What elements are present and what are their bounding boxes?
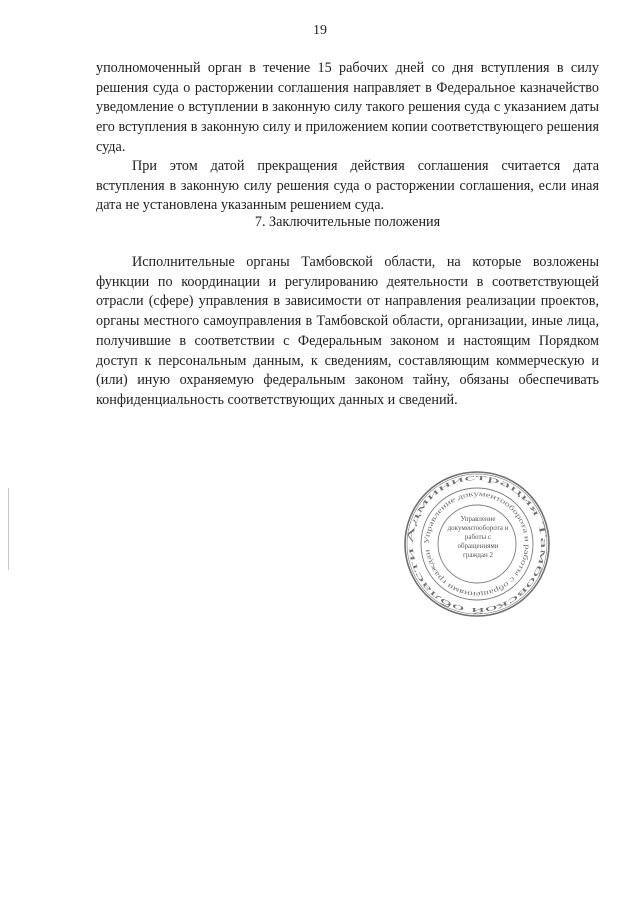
paragraph-2: При этом датой прекращения действия соглашения считается дата вступления в законную силу решения суда о расторжении соглашения, если иная дата не установлена указанным решением суда. xyxy=(96,158,599,214)
paragraph-1: уполномоченный орган в течение 15 рабочих дней со дня вступления в силу решения суда о расторжении соглашения направляет в Федеральное казначейство уведомление о вступлении в законную силу такого решения суда с указанием даты его вступления в законную силу и приложением копии соответствующего решения суда. xyxy=(96,60,599,155)
stamp-inner-text-path: Управление документооборота и работы с обращениями граждан xyxy=(422,489,532,599)
stamp-center-text: Управление документооборота и работы с обращениями граждан 2 xyxy=(447,515,509,559)
section-heading: 7. Заключительные положения xyxy=(254,214,441,230)
page-number: 19 xyxy=(313,23,327,38)
section-paragraph: Исполнительные органы Тамбовской области, на которые возложены функции по координации и регулированию деятельности в соответствующей отрасли (сфере) управления в зависимости от направления реализации проектов, органы местного самоуправления в Тамбовской области, организации, иные лица, получившие в соответствии с Федеральным законом и настоящим Порядком доступ к персональным данным, к сведениям, составляющим коммерческую и (или) иную охраняемую федеральным законом тайну, обязаны обеспечивать конфиденциальность соответствующих данных и сведений. xyxy=(96,254,599,408)
official-stamp xyxy=(403,470,551,618)
scan-mark-left xyxy=(8,488,9,570)
stamp-outer-text-path: Администрация Тамбовской области xyxy=(404,471,550,616)
